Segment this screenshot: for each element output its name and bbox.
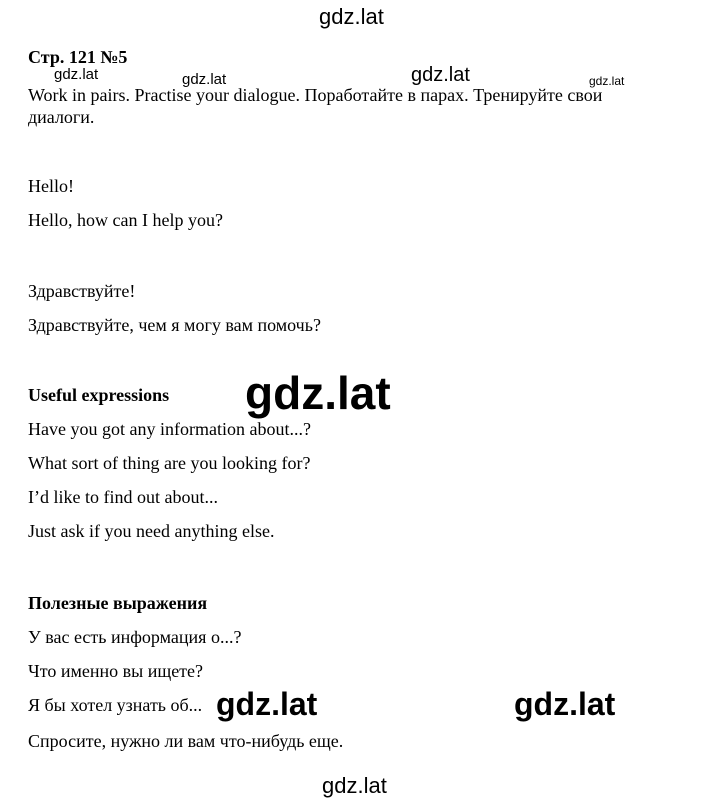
section-heading-useful-ru: Полезные выражения	[28, 593, 208, 613]
expression-en: Just ask if you need anything else.	[28, 521, 275, 541]
expression-ru: У вас есть информация о...?	[28, 627, 242, 647]
watermark-medium: gdz.lat	[411, 64, 470, 86]
page-header: Стр. 121 №5	[28, 47, 128, 67]
expression-ru: Я бы хотел узнать об...	[28, 695, 203, 715]
watermark-large: gdz.lat	[245, 367, 391, 419]
watermark-bottom: gdz.lat	[322, 773, 387, 798]
expression-en: I’d like to find out about...	[28, 487, 218, 507]
dialogue-line-en: Hello, how can I help you?	[28, 210, 223, 230]
watermark-small: gdz.lat	[182, 71, 227, 88]
watermark-top: gdz.lat	[319, 4, 384, 29]
expression-ru: Спросите, нужно ли вам что-нибудь еще.	[28, 731, 344, 751]
dialogue-line-ru: Здравствуйте!	[28, 281, 136, 301]
section-heading-useful-en: Useful expressions	[28, 385, 170, 405]
watermark-bold: gdz.lat	[216, 686, 318, 722]
expression-en: What sort of thing are you looking for?	[28, 453, 311, 473]
expression-ru: Что именно вы ищете?	[28, 661, 204, 681]
dialogue-line-ru: Здравствуйте, чем я могу вам помочь?	[28, 315, 321, 335]
task-instruction: Work in pairs. Practise your dialogue. Поработайте в парах. Тренируйте свои диалоги.	[28, 85, 603, 127]
watermark-small: gdz.lat	[589, 74, 625, 88]
watermark-small: gdz.lat	[54, 66, 99, 83]
expression-en: Have you got any information about...?	[28, 419, 311, 439]
dialogue-line-en: Hello!	[28, 176, 74, 196]
watermark-bold: gdz.lat	[514, 686, 616, 722]
